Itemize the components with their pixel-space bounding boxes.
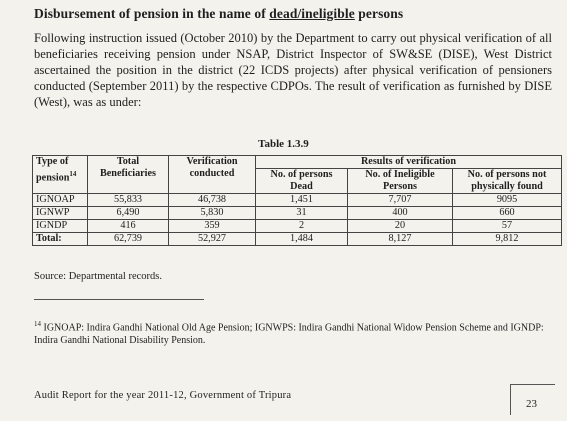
table-row [33,207,562,220]
cell-total-ineligible: 8,127 [348,233,453,246]
cell-total-beneficiaries: 62,739 [88,233,169,246]
header-verification-conducted: Verification conducted [169,156,256,194]
table-row [33,194,562,207]
cell-type: IGNOAP [33,194,88,207]
cell-not-found: 660 [453,207,562,220]
footnote [34,318,544,347]
cell-total: 416 [88,220,169,233]
cell-ineligible: 400 [348,207,453,220]
body-paragraph: Following instruction issued (October 2010) by the Department to carry out physical verification of all beneficiaries receiving pension under NSAP, District Inspector of SW&SE (DISE), West District ascertained the position in the district (22 ICDS projects) after physical verification of pensioners conducted (September 2011) by the respective CDPOs. The result of verification as furnished by DISE (West), was as under: [34,31,552,109]
cell-total-label: Total: [33,233,88,246]
cell-type: IGNDP [33,220,88,233]
footnote-ref: 14 [69,170,77,178]
header-dead: No. of persons Dead [256,169,348,194]
cell-ineligible: 20 [348,220,453,233]
cell-total-dead: 1,484 [256,233,348,246]
heading-text: Disbursement of pension in the name of [34,6,270,21]
cell-not-found: 9095 [453,194,562,207]
header-results-group: Results of verification [256,156,562,169]
cell-total-not-found: 9,812 [453,233,562,246]
table-total-row [33,233,562,246]
cell-total-verified: 52,927 [169,233,256,246]
cell-ineligible: 7,707 [348,194,453,207]
table-header-row [33,156,562,169]
cell-verified: 5,830 [169,207,256,220]
cell-not-found: 57 [453,220,562,233]
footnote-marker: 14 [34,320,41,328]
heading-underlined-text: dead/ineligible [269,6,355,21]
header-total-beneficiaries: Total Beneficiaries [88,156,169,194]
table-row [33,220,562,233]
cell-total: 55,833 [88,194,169,207]
footnote-divider [34,299,204,300]
header-type-of-pension [33,156,88,194]
section-heading [34,6,403,22]
header-ineligible: No. of Ineligible Persons [348,169,453,194]
cell-dead: 1,451 [256,194,348,207]
heading-text-end: persons [354,6,404,21]
cell-verified: 359 [169,220,256,233]
footnote-text: IGNOAP: Indira Gandhi National Old Age Pension; IGNWPS: Indira Gandhi National Widow Pension Scheme and IGNDP: Indira Gandhi National Disability Pension. [34,322,544,347]
table-source: Source: Departmental records. [34,271,162,282]
header-type-label: Type of pension [36,156,70,184]
cell-type: IGNWP [33,207,88,220]
cell-total: 6,490 [88,207,169,220]
table-title: Table 1.3.9 [258,138,309,150]
cell-dead: 2 [256,220,348,233]
cell-verified: 46,738 [169,194,256,207]
footer-report-title: Audit Report for the year 2011-12, Government of Tripura [34,390,292,401]
header-not-found: No. of persons not physically found [453,169,562,194]
cell-dead: 31 [256,207,348,220]
page-number: 23 [526,398,537,410]
verification-table [32,155,562,246]
